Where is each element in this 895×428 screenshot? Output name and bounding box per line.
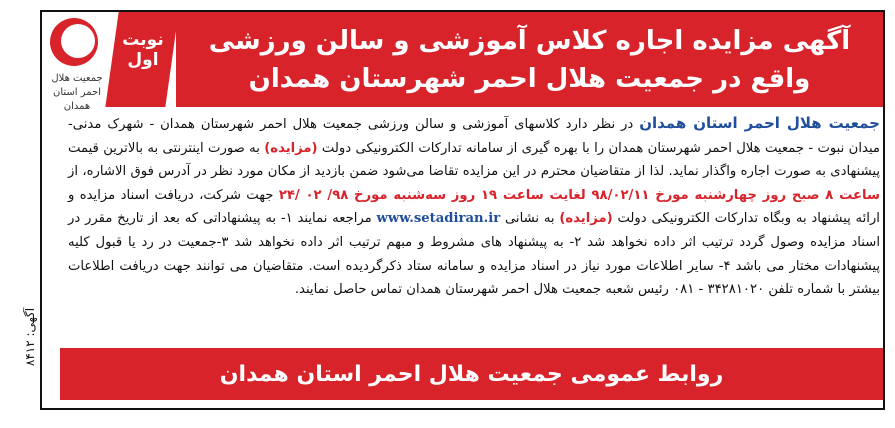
- mozayede-label-1: (مزایده): [264, 140, 318, 156]
- body-part-2: به صورت اینترنتی به بالاترین قیمت پیشنهادی به صورت اجاره واگذار نماید. لذا از متقاضیان محترم در این مزایده تقاضا می‌شود ضمن بازدید از مکان مورد نظر در آدرس فوق الاشاره، از: [68, 140, 880, 180]
- crescent-cutout: [61, 24, 95, 58]
- round-badge-label: نوبت اول: [122, 30, 164, 70]
- logo-caption: جمعیت هلال احمر استان همدان: [51, 73, 103, 112]
- footer-banner: [60, 348, 883, 400]
- body-part-3: جهت شرکت، دریافت اسناد مزایده و ارائه پیشنهاد به وبگاه تدارکات الکترونیکی دولت: [68, 187, 880, 227]
- body-part-1: در نظر دارد کلاسهای آموزشی و سالن ورزشی جمعیت هلال احمر شهرستان همدان - شهرک مدنی- میدان نبوت - جمعیت هلال احمر شهرستان همدان را با بهره گیری از سامانه تدارکات الکترونیکی دولت: [68, 117, 880, 156]
- footer-text: روابط عمومی جمعیت هلال احمر استان همدان: [219, 361, 724, 387]
- notice-body: [68, 112, 880, 302]
- body-part-5: مراجعه نمایند ۱- به پیشنهاداتی که بعد از تاریخ مقرر در اسناد مزایده وصول گردد ترتیب اثر داده نخواهد شد ۲- به پیشنهاد های مشروط و مبهم ترتیب اثر داده نخواهد شد ۳-جمعیت در رد یا قبول کلیه پیشنهادات مختار می باشد ۴- سایر اطلاعات مورد نیاز در اسناد مزایده و سامانه ستاد ذکرگردیده است. متقاضیان می توانند جهت دریافت اطلاعات بیشتر با شماره تلفن ۳۴۲۸۱۰۲۰ - ۰۸۱ رئیس شعبه جمعیت هلال احمر شهرستان همدان تماس حاصل نمایند.: [68, 211, 880, 298]
- body-part-4: به نشانی: [504, 211, 555, 227]
- mozayede-label-2: (مزایده): [559, 211, 613, 227]
- title-line-2: واقع در جمعیت هلال احمر شهرستان همدان: [248, 63, 811, 94]
- deadline-dates: ساعت ۸ صبح روز چهارشنبه مورخ ۹۸/۰۲/۱۱ لغایت ساعت ۱۹ روز سه‌شنبه مورخ ۹۸/ ۰۲ /۲۴: [278, 187, 880, 203]
- title-line-1: آگهی مزایده اجاره کلاس آموزشی و سالن ورزشی: [208, 25, 851, 56]
- ad-code-label: آگهی: ۸۴۱۲: [23, 307, 37, 367]
- red-crescent-logo: [42, 12, 112, 122]
- website-link[interactable]: www.setadiran.ir: [376, 211, 501, 227]
- org-name: جمعیت هلال احمر استان همدان: [639, 114, 880, 132]
- title-banner: [176, 12, 883, 107]
- ad-code: [20, 280, 40, 400]
